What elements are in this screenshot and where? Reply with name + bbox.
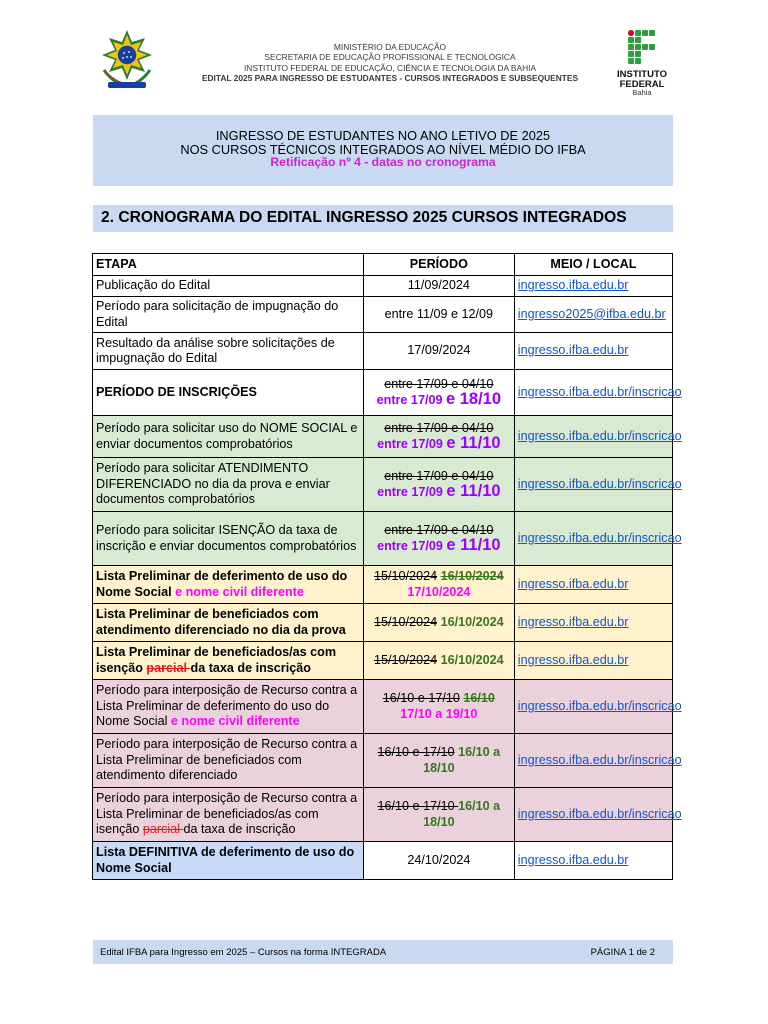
meio-link[interactable]: ingresso.ifba.edu.br/inscricao: [517, 806, 682, 821]
title-line2: NOS CURSOS TÉCNICOS INTEGRADOS AO NÍVEL MÉDIO DO IFBA: [180, 141, 586, 157]
meio-link[interactable]: ingresso.ifba.edu.br/inscricao: [517, 752, 682, 767]
meio-link[interactable]: ingresso.ifba.edu.br/inscricao: [517, 384, 682, 399]
etapa-cell: Lista DEFINITIVA de deferimento de uso do Nome Social: [93, 842, 364, 880]
etapa-cell: Publicação do Edital: [93, 276, 364, 297]
table-row: [93, 416, 673, 458]
table-row: [93, 512, 673, 566]
meio-link[interactable]: ingresso.ifba.edu.br: [517, 852, 629, 867]
header-edital-line: EDITAL 2025 PARA INGRESSO DE ESTUDANTES - CURSOS INTEGRADOS E SUBSEQUENTES: [201, 72, 579, 83]
page-footer: [93, 940, 673, 964]
section-title-box: [93, 205, 673, 232]
if-logo-text: [610, 70, 674, 89]
meio-link[interactable]: ingresso.ifba.edu.br/inscricao: [517, 428, 682, 443]
etapa-cell: [93, 642, 364, 680]
header-line: SECRETARIA DE EDUCAÇÃO PROFISSIONAL E TECNOLÓGICA: [264, 52, 516, 63]
periodo-new: 16/10 a 18/10: [423, 799, 501, 829]
footer-page-number: PÁGINA 1 de 2: [590, 947, 655, 958]
periodo-old: 15/10/2024: [374, 614, 438, 629]
etapa-cell: PERÍODO DE INSCRIÇÕES: [93, 370, 364, 416]
meio-cell: [514, 604, 672, 642]
periodo-cell: 11/09/2024: [363, 276, 514, 297]
periodo-new-start: entre 17/09: [376, 393, 443, 407]
table-row: [93, 604, 673, 642]
periodo-new-end: e 18/10: [445, 390, 502, 408]
etapa-text: Lista Preliminar de beneficiados/as com isenção: [96, 645, 337, 675]
etapa-cell: Resultado da análise sobre solicitações de impugnação do Edital: [93, 333, 364, 370]
periodo-old: 15/10/2024: [374, 569, 438, 584]
header-line: INSTITUTO FEDERAL DE EDUCAÇÃO, CIÊNCIA E TECNOLOGIA DA BAHIA: [243, 62, 537, 73]
periodo-new-start: entre 17/09: [377, 485, 443, 499]
table-row: [93, 642, 673, 680]
periodo-old: 15/10/2024: [374, 652, 438, 667]
meio-email-link[interactable]: ingresso2025@ifba.edu.br: [517, 306, 666, 321]
if-logo-line1: INSTITUTO: [617, 69, 667, 80]
meio-cell: [514, 734, 682, 788]
periodo-cell: [363, 604, 514, 642]
etapa-text: Lista Preliminar de deferimento de uso do Nome Social: [96, 569, 348, 599]
periodo-cell: 24/10/2024: [363, 842, 514, 880]
periodo-new: 16/10/2024: [440, 652, 504, 667]
column-header-meio: MEIO / LOCAL: [514, 254, 672, 276]
column-header-periodo: PERÍODO: [363, 254, 514, 276]
periodo-old: entre 17/09 e 04/10: [384, 522, 494, 537]
table-row: [93, 734, 673, 788]
meio-link[interactable]: ingresso.ifba.edu.br: [517, 278, 629, 293]
meio-cell: [514, 458, 682, 512]
periodo-cell: [363, 458, 514, 512]
periodo-old: 16/10 e 17/10: [377, 799, 459, 814]
periodo-new: 17/10/2024: [407, 584, 471, 599]
periodo-old-2: 16/10/2024: [440, 569, 504, 584]
meio-link[interactable]: ingresso.ifba.edu.br/inscricao: [517, 698, 682, 713]
etapa-cell: Período para solicitar ATENDIMENTO DIFERENCIADO no dia da prova e enviar documentos comprobatórios: [93, 458, 364, 512]
periodo-new-end: e 11/10: [446, 482, 501, 500]
periodo-cell: [363, 370, 514, 416]
table-row: [93, 842, 673, 880]
periodo-cell: [363, 566, 514, 604]
table-row: [93, 788, 673, 842]
if-logo-icon: [610, 30, 674, 97]
section-title: 2. CRONOGRAMA DO EDITAL INGRESSO 2025 CURSOS INTEGRADOS: [101, 209, 627, 226]
meio-cell: [514, 512, 682, 566]
periodo-new-start: entre 17/09: [377, 539, 443, 553]
periodo-cell: [363, 642, 514, 680]
title-line1: INGRESSO DE ESTUDANTES NO ANO LETIVO DE 2025: [215, 128, 551, 143]
if-logo-campus: Bahia: [632, 88, 652, 97]
etapa-cell: Período para solicitar ISENÇÃO da taxa de inscrição e enviar documentos comprobatórios: [93, 512, 364, 566]
meio-cell: [514, 297, 672, 333]
periodo-old: 16/10 e 17/10: [377, 745, 455, 760]
header-institution-text: [170, 42, 610, 83]
brazil-coat-of-arms-icon: [94, 28, 160, 92]
meio-cell: [514, 680, 682, 734]
meio-cell: [514, 333, 672, 370]
etapa-added-text: e nome civil diferente: [167, 714, 300, 729]
periodo-old-2: 16/10: [463, 691, 495, 706]
title-box: [93, 115, 673, 186]
etapa-added-text: e nome civil diferente: [171, 584, 304, 599]
periodo-old: entre 17/09 e 04/10: [384, 468, 494, 483]
periodo-new: 16/10 a 18/10: [423, 745, 501, 775]
etapa-cell: [93, 680, 364, 734]
column-header-etapa: ETAPA: [93, 254, 364, 276]
table-row: [93, 276, 673, 297]
meio-cell: [514, 788, 682, 842]
page-header: [92, 26, 674, 96]
periodo-cell: [363, 788, 514, 842]
meio-cell: [514, 566, 672, 604]
table-row: [93, 458, 673, 512]
etapa-cell: Período para solicitar uso do NOME SOCIAL e enviar documentos comprobatórios: [93, 416, 364, 458]
meio-cell: [514, 416, 682, 458]
etapa-cell: [93, 788, 364, 842]
if-logo-line2: FEDERAL: [619, 78, 665, 90]
periodo-new-start: entre 17/09: [377, 437, 443, 451]
etapa-text-end: da taxa de inscrição: [183, 822, 296, 837]
etapa-text-end: da taxa de inscrição: [190, 660, 311, 675]
table-row: [93, 370, 673, 416]
periodo-cell: entre 11/09 e 12/09: [363, 297, 514, 333]
table-row: [93, 680, 673, 734]
periodo-new-end: e 11/10: [446, 434, 501, 452]
periodo-cell: [363, 680, 514, 734]
etapa-cell: Período para solicitação de impugnação do Edital: [93, 297, 364, 333]
cronograma-table: [92, 253, 682, 880]
meio-link[interactable]: ingresso.ifba.edu.br: [517, 614, 629, 629]
periodo-old: 16/10 e 17/10: [382, 691, 460, 706]
etapa-text: Período para interposição de Recurso contra a Lista Preliminar de deferimento do uso do Nome Social: [96, 683, 358, 729]
etapa-struck-text: parcial: [142, 822, 184, 837]
periodo-new-end: e 11/10: [446, 536, 501, 554]
meio-link[interactable]: ingresso.ifba.edu.br: [517, 576, 629, 591]
periodo-old: entre 17/09 e 04/10: [384, 376, 494, 391]
periodo-cell: [363, 416, 514, 458]
retificacao-note: Retificação nº 4 - datas no cronograma: [270, 155, 496, 169]
footer-edital-text: Edital IFBA para Ingresso em 2025 – Cursos na forma INTEGRADA: [100, 947, 387, 958]
table-row: [93, 297, 673, 333]
meio-link[interactable]: ingresso.ifba.edu.br/inscricao: [517, 530, 682, 545]
meio-cell: [514, 370, 682, 416]
meio-cell: [514, 642, 672, 680]
table-row: [93, 333, 673, 370]
periodo-cell: 17/09/2024: [363, 333, 514, 370]
meio-cell: [514, 276, 672, 297]
meio-link[interactable]: ingresso.ifba.edu.br: [517, 652, 629, 667]
meio-link[interactable]: ingresso.ifba.edu.br/inscricao: [517, 476, 682, 491]
etapa-struck-text: parcial: [146, 660, 191, 675]
table-header-row: [93, 254, 673, 276]
etapa-text: Período para interposição de Recurso contra a Lista Preliminar de beneficiados/as com isenção: [96, 791, 358, 837]
header-line: MINISTÉRIO DA EDUCAÇÃO: [333, 42, 447, 52]
periodo-cell: [363, 512, 514, 566]
periodo-new: 17/10 a 19/10: [400, 706, 478, 721]
etapa-cell: [93, 566, 364, 604]
meio-link[interactable]: ingresso.ifba.edu.br: [517, 343, 629, 358]
periodo-cell: [363, 734, 514, 788]
periodo-old: entre 17/09 e 04/10: [384, 420, 494, 435]
etapa-cell: Lista Preliminar de beneficiados com atendimento diferenciado no dia da prova: [93, 604, 364, 642]
periodo-new: 16/10/2024: [440, 614, 504, 629]
table-row: [93, 566, 673, 604]
etapa-cell: Período para interposição de Recurso contra a Lista Preliminar de beneficiados com atendimento diferenciado: [93, 734, 364, 788]
meio-cell: [514, 842, 672, 880]
